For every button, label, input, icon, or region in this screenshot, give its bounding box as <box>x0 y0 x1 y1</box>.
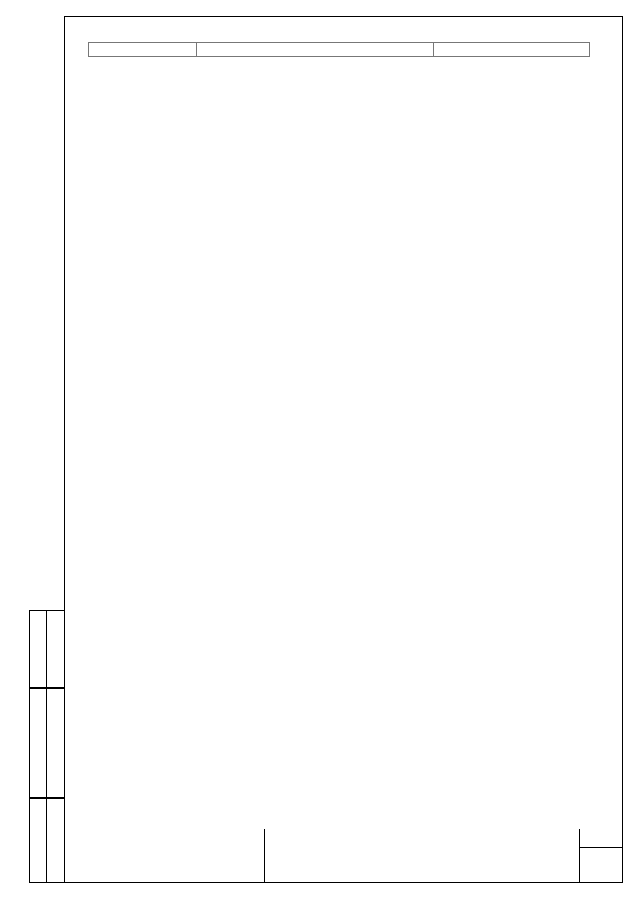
sheet-box <box>580 829 623 883</box>
header-distance <box>434 43 590 57</box>
coordinates-table <box>88 42 590 57</box>
sheet-number <box>580 849 623 883</box>
revision-grid <box>64 829 264 883</box>
document-code <box>264 829 580 883</box>
page-frame <box>64 16 623 883</box>
title-block <box>64 829 623 883</box>
header-points <box>89 43 197 57</box>
sidebar-podp <box>29 688 64 798</box>
sheet-label <box>580 829 623 848</box>
sidebar-vzam <box>29 610 64 688</box>
table-header-row <box>89 43 590 57</box>
sidebar-inv <box>29 798 64 883</box>
header-coordinates <box>197 43 434 57</box>
